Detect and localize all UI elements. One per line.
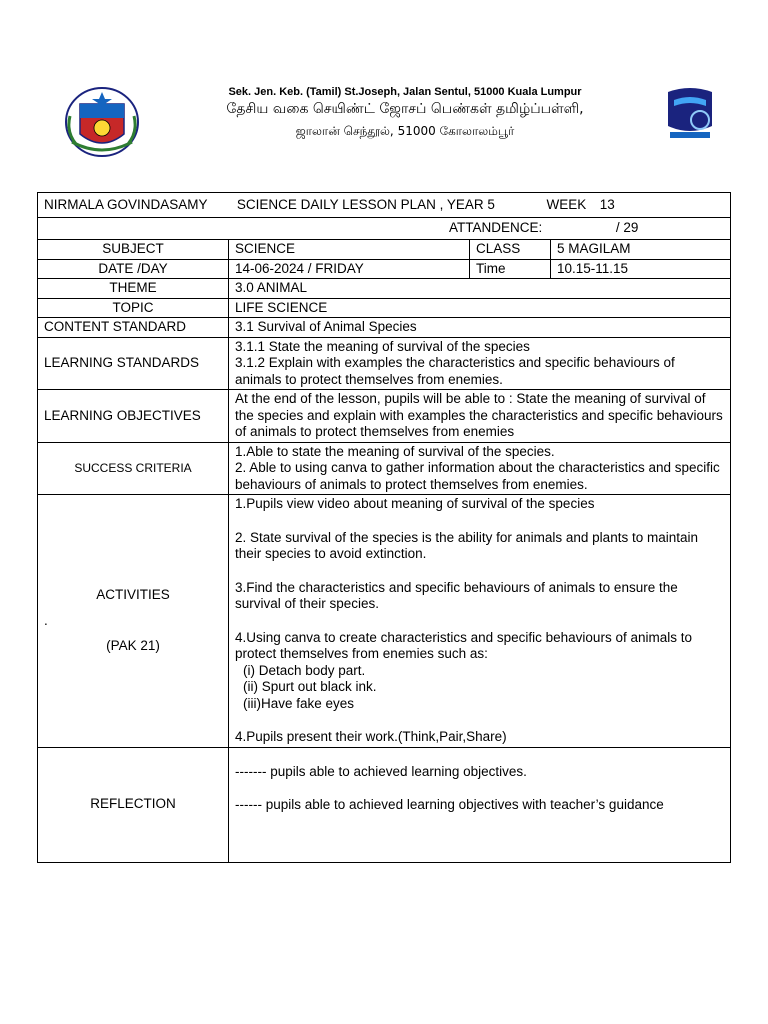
time-value: 10.15-11.15 [551,259,731,279]
week-value: 13 [599,196,615,212]
activities-row [38,495,731,748]
learning-standards-label: LEARNING STANDARDS [38,337,229,390]
activity-subitem: (i) Detach body part. [243,662,366,678]
class-value: 5 MAGILAM [551,240,731,260]
learning-objectives-value: At the end of the lesson, pupils will be able to : State the meaning of survival of the species and explain with examples the characteristics and specific behaviours of animals to protect themselves from enemies [229,390,731,443]
is25-logo-icon [660,86,720,142]
learning-standards-row [38,337,731,390]
plan-title: SCIENCE DAILY LESSON PLAN , YEAR 5 [236,196,495,212]
content-standard-label: CONTENT STANDARD [38,318,229,338]
date-value: 14-06-2024 / FRIDAY [229,259,470,279]
attendance-row [38,218,731,240]
school-crest-icon [64,84,140,162]
reflection-item: ------ pupils able to achieved learning objectives with teacher’s guidance [235,797,664,812]
theme-value: 3.0 ANIMAL [229,279,731,299]
attendance-label: ATTANDENCE: [449,220,543,236]
activity-subitem: (iii)Have fake eyes [243,695,355,711]
subject-label: SUBJECT [38,240,229,260]
topic-value: LIFE SCIENCE [229,298,731,318]
learning-standard-item: 3.1.2 Explain with examples the characteristics and specific behaviours of animals to protect themselves from enemies. [235,355,675,387]
activities-pak: (PAK 21) [106,637,160,653]
reflection-row [38,747,731,862]
theme-row [38,279,731,299]
school-address-tamil: ஜாலான் செந்தூல், 51000 கோலாலம்பூர் [295,124,515,138]
time-label: Time [470,259,551,279]
reflection-item: ------- pupils able to achieved learning objectives. [235,763,527,779]
success-criteria-label: SUCCESS CRITERIA [38,442,229,495]
subject-value: SCIENCE [229,240,470,260]
success-criteria-row [38,442,731,495]
learning-objectives-row [38,390,731,443]
title-row [38,193,731,218]
theme-label: THEME [38,279,229,299]
learning-objectives-label: LEARNING OBJECTIVES [38,390,229,443]
letterhead [0,0,768,170]
reflection-label: REFLECTION [38,747,229,862]
success-criteria-item: 1.Able to state the meaning of survival of the species. [235,443,555,459]
subject-row [38,240,731,260]
success-criteria-item: 2. Able to using canva to gather information about the characteristics and specific behaviours of animals to protect themselves from enemies. [235,460,720,492]
content-standard-row [38,318,731,338]
school-name-tamil: தேசிய வகை செயிண்ட் ஜோசப் பெண்கள் தமிழ்ப்பள்ளி, [226,101,584,117]
lesson-plan-table [37,192,731,863]
activities-dot: . [44,612,48,628]
activity-item: 4.Pupils present their work.(Think,Pair,Share) [235,729,507,744]
date-row [38,259,731,279]
activity-subitem: (ii) Spurt out black ink. [243,679,377,694]
content-standard-value: 3.1 Survival of Animal Species [229,318,731,338]
attendance-value: / 29 [615,220,639,236]
date-label: DATE /DAY [38,259,229,279]
school-name-malay: Sek. Jen. Keb. (Tamil) St.Joseph, Jalan Sentul, 51000 Kuala Lumpur [228,86,582,98]
activity-item: 2. State survival of the species is the ability for animals and plants to maintain their species to avoid extinction. [235,529,698,561]
topic-row [38,298,731,318]
teacher-name: NIRMALA GOVINDASAMY [44,196,208,212]
activity-item: 1.Pupils view video about meaning of survival of the species [235,496,595,511]
week-label: WEEK [546,196,587,212]
activity-item: 4.Using canva to create characteristics and specific behaviours of animals to protect themselves from enemies such as: [235,629,692,661]
activities-label: ACTIVITIES [96,587,170,603]
learning-standard-item: 3.1.1 State the meaning of survival of the species [235,338,530,354]
activity-item: 3.Find the characteristics and specific behaviours of animals to ensure the survival of their species. [235,579,678,611]
class-label: CLASS [470,240,551,260]
topic-label: TOPIC [38,298,229,318]
